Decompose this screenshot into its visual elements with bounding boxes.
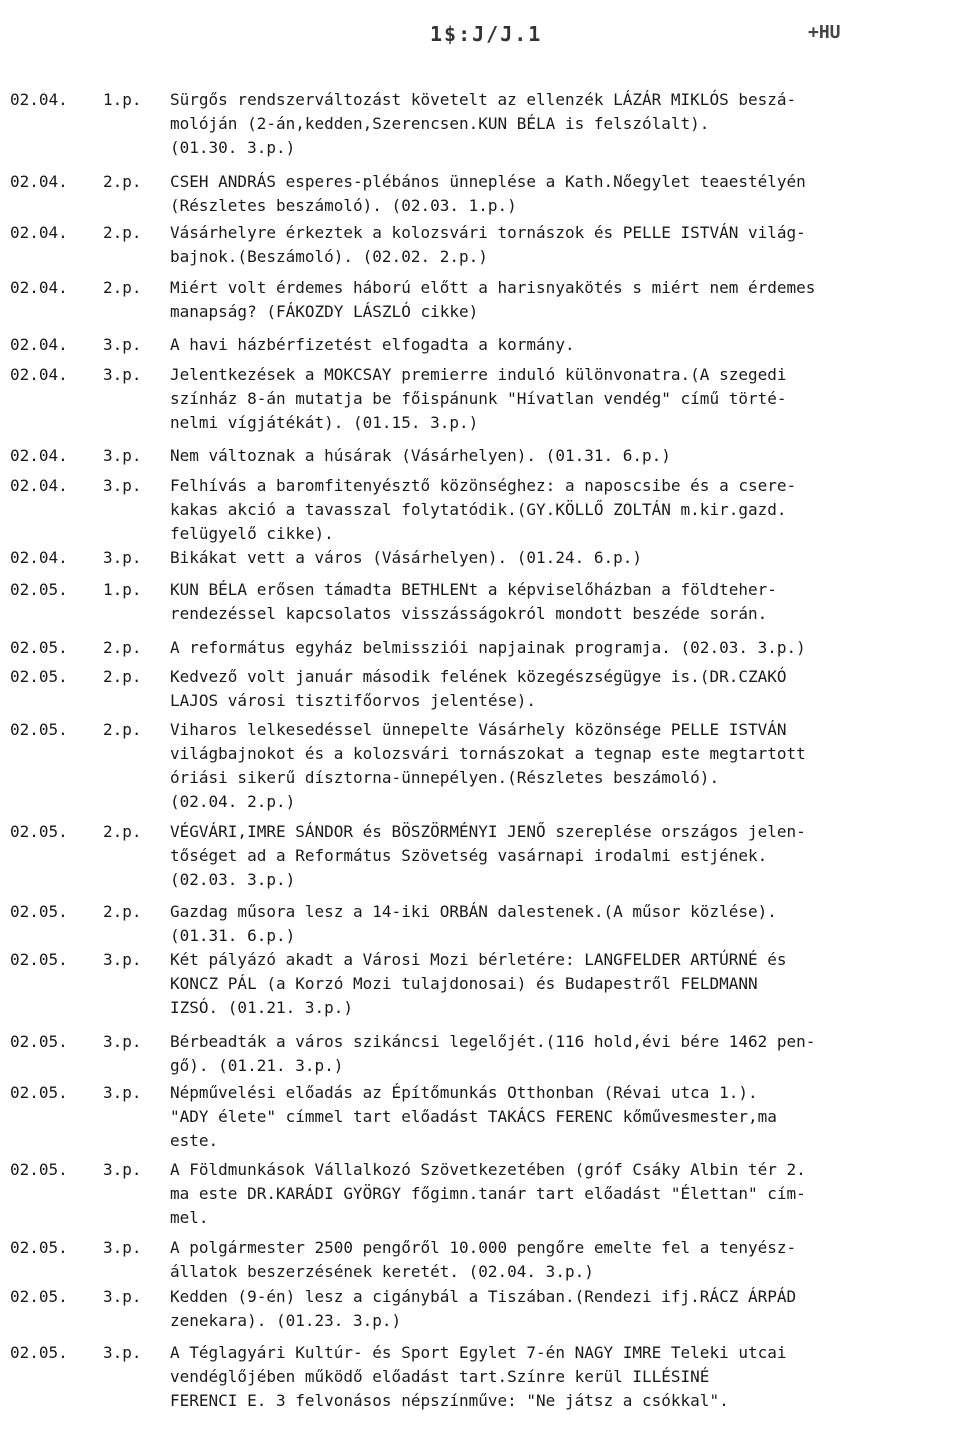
entry-date: 02.04. [10, 476, 68, 495]
entry-text: VÉGVÁRI,IMRE SÁNDOR és BÖSZÖRMÉNYI JENŐ szereplése országos jelen- tőséget ad a Református Szövetség vasárnapi irodalmi estjének. (02.03. 3.p.) [170, 822, 806, 889]
entry-page: 2.p. [103, 223, 142, 242]
entry-text: Két pályázó akadt a Városi Mozi bérletére: LANGFELDER ARTÚRNÉ és KONCZ PÁL (a Korzó Mozi tulajdonosai) és Budapestről FELDMANN IZSÓ. (01.21. 3.p.) [170, 950, 787, 1017]
index-entry [0, 546, 960, 570]
index-entry [0, 1285, 960, 1333]
entry-page: 1.p. [103, 90, 142, 109]
entry-text: A havi házbérfizetést elfogadta a kormány. [170, 335, 575, 354]
entry-text: CSEH ANDRÁS esperes-plébános ünneplése a Kath.Nőegylet teaestélyén (Részletes beszámoló). (02.03. 1.p.) [170, 172, 806, 215]
entry-text: Jelentkezések a MOKCSAY premierre induló különvonatra.(A szegedi színház 8-án mutatja be főispánunk "Hívatlan vendég" című törté- nelmi vígjátékát). (01.15. 3.p.) [170, 365, 787, 432]
page-header [0, 22, 960, 52]
index-entry [0, 1158, 960, 1230]
entry-page: 2.p. [103, 822, 142, 841]
entry-page: 3.p. [103, 1032, 142, 1051]
index-entry [0, 820, 960, 892]
index-entry [0, 1236, 960, 1284]
entry-text: Felhívás a baromfitenyésztő közönséghez: a naposcsibe és a csere- kakas akció a tavasszal folytatódik.(GY.KÖLLŐ ZOLTÁN m.kir.gazd. felügyelő cikke). [170, 476, 797, 543]
entry-page: 2.p. [103, 172, 142, 191]
index-entry [0, 900, 960, 948]
entry-date: 02.05. [10, 1032, 68, 1051]
index-entry [0, 276, 960, 324]
entry-date: 02.04. [10, 446, 68, 465]
entry-text: A polgármester 2500 pengőről 10.000 pengőre emelte fel a tenyész- állatok beszerzésének keretét. (02.04. 3.p.) [170, 1238, 797, 1281]
entry-page: 2.p. [103, 720, 142, 739]
entry-date: 02.05. [10, 580, 68, 599]
index-entry [0, 948, 960, 1020]
entry-text: A Földmunkások Vállalkozó Szövetkezetében (gróf Csáky Albin tér 2. ma este DR.KARÁDI GYÖRGY főgimn.tanár tart előadást "Élettan" cím- mel. [170, 1160, 806, 1227]
entry-page: 1.p. [103, 580, 142, 599]
entry-text: Kedvező volt január második felének közegészségügye is.(DR.CZAKÓ LAJOS városi tisztifőorvos jelentése). [170, 667, 787, 710]
entry-date: 02.05. [10, 950, 68, 969]
index-entry [0, 88, 960, 160]
entry-page: 3.p. [103, 446, 142, 465]
entry-date: 02.05. [10, 1160, 68, 1179]
entry-text: Sürgős rendszerváltozást követelt az ellenzék LÁZÁR MIKLÓS beszá- molóján (2-án,kedden,Szerencsen.KUN BÉLA is felszólalt). (01.30. 3.p.) [170, 90, 797, 157]
entry-text: A református egyház belmissziói napjainak programja. (02.03. 3.p.) [170, 638, 806, 657]
entry-date: 02.05. [10, 1238, 68, 1257]
index-entry [0, 363, 960, 435]
archive-mark: +HU [808, 22, 841, 43]
entry-date: 02.04. [10, 90, 68, 109]
entry-page: 3.p. [103, 365, 142, 384]
entry-page: 3.p. [103, 476, 142, 495]
index-entry [0, 718, 960, 814]
entry-text: Népművelési előadás az Építőmunkás Otthonban (Révai utca 1.). "ADY élete" címmel tart előadást TAKÁCS FERENC kőművesmester,ma este. [170, 1083, 777, 1150]
entry-page: 3.p. [103, 548, 142, 567]
entry-date: 02.05. [10, 638, 68, 657]
entry-date: 02.05. [10, 1083, 68, 1102]
index-entry [0, 665, 960, 713]
entry-date: 02.05. [10, 1343, 68, 1362]
entry-page: 2.p. [103, 902, 142, 921]
entry-page: 3.p. [103, 950, 142, 969]
entry-text: KUN BÉLA erősen támadta BETHLENt a képviselőházban a földteher- rendezéssel kapcsolatos visszásságokról mondott beszéde során. [170, 580, 777, 623]
entry-text: Vásárhelyre érkeztek a kolozsvári tornászok és PELLE ISTVÁN világ- bajnok.(Beszámoló). (02.02. 2.p.) [170, 223, 806, 266]
index-entry [0, 170, 960, 218]
entry-date: 02.04. [10, 172, 68, 191]
entry-page: 3.p. [103, 1238, 142, 1257]
index-entry [0, 333, 960, 357]
entry-text: Nem változnak a húsárak (Vásárhelyen). (01.31. 6.p.) [170, 446, 671, 465]
entry-text: Viharos lelkesedéssel ünnepelte Vásárhely közönsége PELLE ISTVÁN világbajnokot és a kolozsvári tornászokat a tegnap este megtartott óriási sikerű dísztorna-ünnepélyen.(Részletes beszámoló). (02.04. 2.p.) [170, 720, 806, 811]
entry-date: 02.05. [10, 822, 68, 841]
entry-date: 02.05. [10, 667, 68, 686]
entry-text: A Téglagyári Kultúr- és Sport Egylet 7-én NAGY IMRE Teleki utcai vendéglőjében működő előadást tart.Színre kerül ILLÉSINÉ FERENCI E. 3 felvonásos népszínműve: "Ne játsz a csókkal". [170, 1343, 787, 1410]
entry-date: 02.04. [10, 223, 68, 242]
entry-date: 02.04. [10, 335, 68, 354]
entry-date: 02.05. [10, 1287, 68, 1306]
entry-page: 3.p. [103, 1083, 142, 1102]
index-entry [0, 444, 960, 468]
entry-text: Bikákat vett a város (Vásárhelyen). (01.24. 6.p.) [170, 548, 643, 567]
entry-date: 02.04. [10, 278, 68, 297]
index-entry [0, 1341, 960, 1413]
index-entry [0, 221, 960, 269]
entry-page: 2.p. [103, 638, 142, 657]
entry-date: 02.05. [10, 902, 68, 921]
entry-page: 3.p. [103, 1160, 142, 1179]
index-entry [0, 1030, 960, 1078]
entry-date: 02.05. [10, 720, 68, 739]
entry-date: 02.04. [10, 548, 68, 567]
entry-page: 3.p. [103, 1287, 142, 1306]
index-entry [0, 474, 960, 546]
entry-date: 02.04. [10, 365, 68, 384]
entry-page: 3.p. [103, 1343, 142, 1362]
entry-text: Kedden (9-én) lesz a cigánybál a Tiszában.(Rendezi ifj.RÁCZ ÁRPÁD zenekara). (01.23. 3.p.) [170, 1287, 797, 1330]
entry-text: Miért volt érdemes háború előtt a harisnyakötés s miért nem érdemes manapság? (FÁKOZDY LÁSZLÓ cikke) [170, 278, 816, 321]
index-entry [0, 636, 960, 660]
entry-page: 3.p. [103, 335, 142, 354]
index-entry [0, 1081, 960, 1153]
entry-text: Bérbeadták a város szikáncsi legelőjét.(116 hold,évi bére 1462 pen- gő). (01.21. 3.p.) [170, 1032, 816, 1075]
entry-page: 2.p. [103, 278, 142, 297]
entry-page: 2.p. [103, 667, 142, 686]
entry-text: Gazdag műsora lesz a 14-iki ORBÁN dalestenek.(A műsor közlése). (01.31. 6.p.) [170, 902, 777, 945]
index-entry [0, 578, 960, 626]
archive-stamp: 1$:J/J.1 [430, 22, 543, 46]
